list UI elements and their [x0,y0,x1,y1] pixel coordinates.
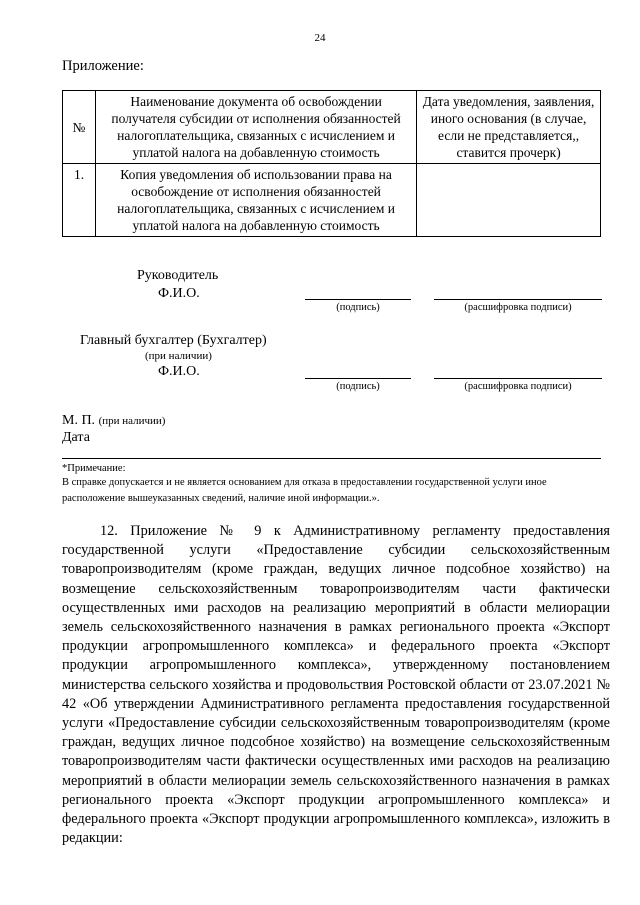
chief-sign-caption: (подпись) [336,381,380,392]
appendix-label: Приложение: [62,58,144,74]
head-sign-caption: (подпись) [336,302,380,313]
chief-signature-line [305,378,411,379]
page-number: 24 [314,32,326,44]
head-decode-caption: (расшифровка подписи) [464,302,572,313]
chief-decode-line [434,378,602,379]
head-fio: Ф.И.О. [158,286,200,301]
date-label: Дата [62,430,90,445]
row-num: 1. [63,164,96,237]
chief-fio: Ф.И.О. [158,364,200,379]
header-date: Дата уведомления, заявления, иного основания (в случае, если не представляется,, ставится прочерк) [417,91,601,164]
footnote-separator [62,458,601,459]
row-document-name: Копия уведомления об использовании права на освобождение от исполнения обязанностей налогоплательщика, связанных с исчислением и уплатой налога на добавленную стоимость [96,164,417,237]
documents-table [62,90,601,237]
stamp-line [62,413,165,429]
head-signature-line [305,299,411,300]
head-title: Руководитель [137,268,219,283]
stamp-mp: М. П. [62,413,96,428]
table-row [63,164,601,237]
head-decode-line [434,299,602,300]
paragraph-12: 12. Приложение № 9 к Административному регламенту предоставления государственной услуги «Предоставление субсидии сельскохозяйственным товаропроизводителям (кроме граждан, ведущих личное подсобное хозяйство) на возмещение сельскохозяйственным товаропроизводителям части фактически осуществленных ими расходов на реализацию мероприятий в области мелиорации земель сельскохозяйственного назначения в рамках регионального проекта «Экспорт продукции агропромышленного комплекса» и федерального проекта «Экспорт продукции агропромышленного комплекса», утвержденному постановлением министерства сельского хозяйства и продовольствия Ростовской области от 23.07.2021 № 42 «Об утверждении Административного регламента предоставления государственной услуги «Предоставление субсидии сельскохозяйственным товаропроизводителям (кроме граждан, ведущих личное подсобное хозяйство) на возмещение сельскохозяйственным товаропроизводителям части фактически осуществленных ими расходов на реализацию мероприятий в области мелиорации земель сельскохозяйственного назначения в рамках регионального проекта «Экспорт продукции агропромышленного комплекса» и федерального проекта «Экспорт продукции агропромышленного комплекса», изложить в редакции: [62,523,610,847]
header-num: № [63,91,96,164]
stamp-note: (при наличии) [98,415,166,427]
chief-title: Главный бухгалтер (Бухгалтер) [80,333,267,348]
table-header-row [63,91,601,164]
chief-note: (при наличии) [145,350,212,362]
footnote-text: В справке допускается и не является основанием для отказа в предоставлении государственной услуги иное расположение вышеуказанных сведений, наличие иной информации.». [62,477,547,504]
header-document-name: Наименование документа об освобождении получателя субсидии от исполнения обязанностей налогоплательщика, связанных с исчислением и уплатой налога на добавленную стоимость [96,91,417,164]
row-date [417,164,601,237]
chief-decode-caption: (расшифровка подписи) [464,381,572,392]
footnote-title: *Примечание: [62,463,126,474]
